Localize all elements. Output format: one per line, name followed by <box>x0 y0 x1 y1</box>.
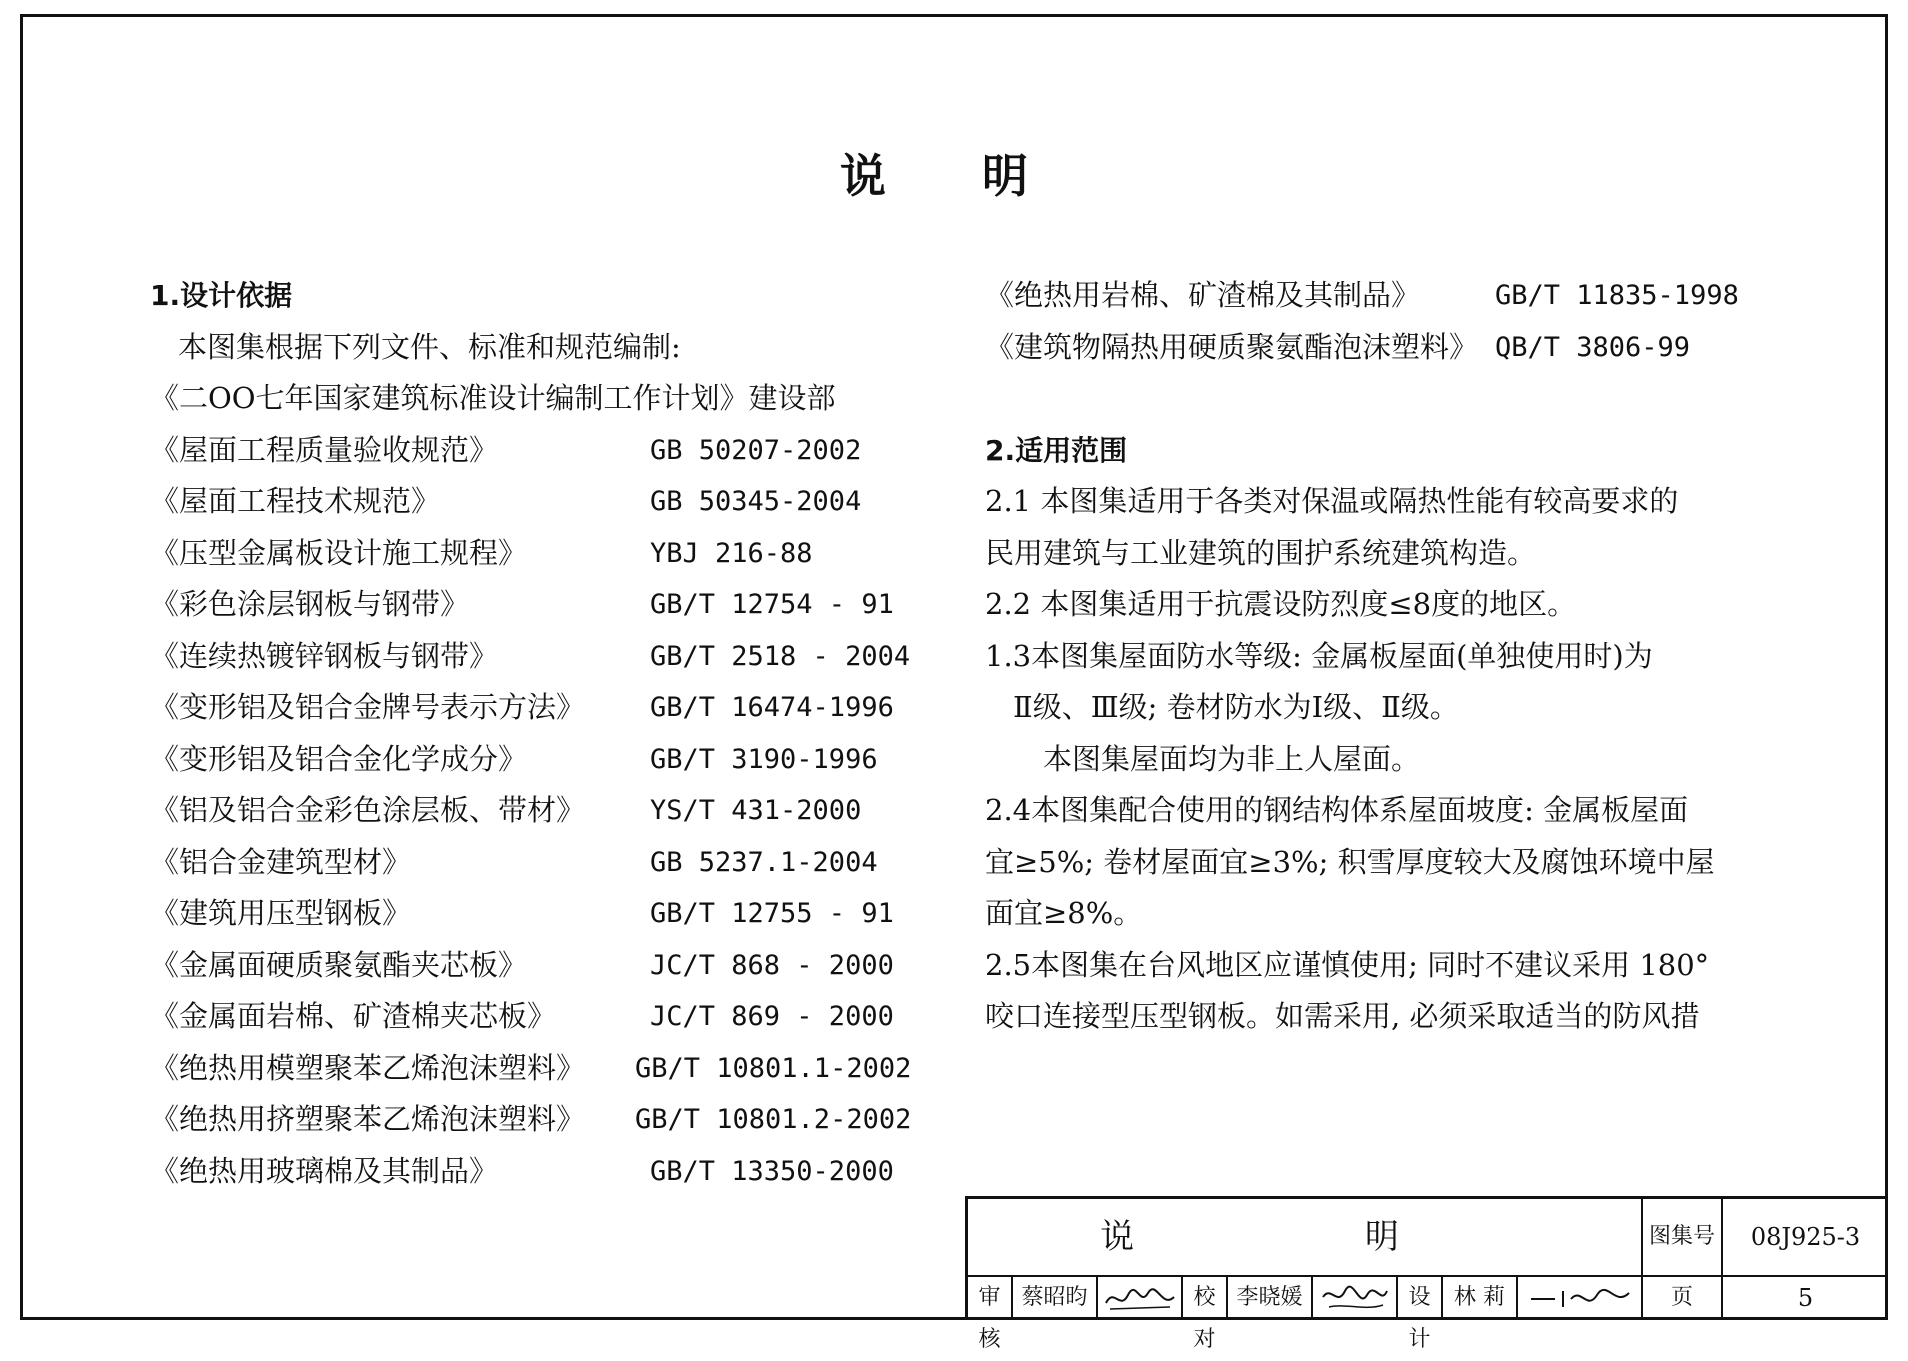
reference-row <box>150 631 910 683</box>
reference-code: GB/T 12754 - 91 <box>650 589 894 620</box>
reference-title: 《屋面工程质量验收规范》 <box>150 432 499 467</box>
design-basis-intro: 本图集根据下列文件、标准和规范编制: <box>178 329 681 364</box>
scope-line: 本图集屋面均为非上人屋面。 <box>1043 741 1421 776</box>
design-label: 设计 <box>1398 1277 1443 1320</box>
reference-title: 《建筑物隔热用硬质聚氨酯泡沫塑料》 <box>985 329 1479 364</box>
section-heading-design-basis: 1.设计依据 <box>150 279 293 312</box>
section-heading-scope: 2.适用范围 <box>985 433 1128 467</box>
reference-code: JC/T 868 - 2000 <box>650 949 894 981</box>
reference-row <box>150 682 910 734</box>
title-block-title: 说 明 <box>968 1199 1643 1277</box>
scope-line: 2.5本图集在台风地区应谨慎使用; 同时不建议采用 180° <box>985 947 1710 982</box>
reference-title: 《绝热用挤塑聚苯乙烯泡沫塑料》 <box>150 1102 586 1136</box>
reference-row <box>150 579 910 631</box>
check-label: 校对 <box>1183 1277 1228 1320</box>
checker-signature <box>1313 1277 1398 1320</box>
reference-title: 《压型金属板设计施工规程》 <box>150 535 528 570</box>
reference-code: QB/T 3806-99 <box>1495 331 1691 363</box>
reference-row <box>150 476 910 528</box>
reference-code: GB 5237.1-2004 <box>650 846 878 878</box>
reference-title: 《建筑用压型钢板》 <box>150 896 412 930</box>
reference-code: GB/T 10801.2-2002 <box>635 1104 912 1135</box>
left-column <box>150 270 910 1197</box>
reference-row <box>985 270 1739 322</box>
reference-code: GB 50207-2002 <box>650 434 862 466</box>
page-title: 说 明 <box>839 149 1068 203</box>
reviewer-signature <box>1098 1277 1183 1320</box>
review-label: 审核 <box>968 1277 1013 1320</box>
reference-title: 《连续热镀锌钢板与钢带》 <box>150 638 499 673</box>
page-label: 页 <box>1643 1277 1723 1320</box>
reference-row <box>150 888 910 940</box>
designer-signature <box>1518 1277 1643 1320</box>
reference-title: 《变形铝及铝合金化学成分》 <box>150 741 528 776</box>
reference-code: GB/T 12755 - 91 <box>650 898 894 929</box>
reference-title: 《金属面硬质聚氨酯夹芯板》 <box>150 947 528 982</box>
reference-title: 《彩色涂层钢板与钢带》 <box>150 587 470 621</box>
reference-row <box>150 1094 910 1146</box>
reference-code: GB/T 2518 - 2004 <box>650 640 911 672</box>
reference-row <box>150 1043 910 1095</box>
reference-row <box>150 837 910 889</box>
scope-line: 2.1 本图集适用于各类对保温或隔热性能有较高要求的 <box>985 484 1679 518</box>
checker-name: 李晓媛 <box>1228 1277 1313 1320</box>
scope-line: 面宜≥8%。 <box>985 896 1143 930</box>
reference-row <box>150 785 910 837</box>
reference-row <box>150 373 910 425</box>
scope-line: 宜≥5%; 卷材屋面宜≥3%; 积雪厚度较大及腐蚀环境中屋 <box>985 844 1715 879</box>
reference-code: YS/T 431-2000 <box>650 795 862 826</box>
reference-title: 《金属面岩棉、矿渣棉夹芯板》 <box>150 999 557 1033</box>
atlas-number-label: 图集号 <box>1643 1199 1723 1277</box>
scope-line: 2.4本图集配合使用的钢结构体系屋面坡度: 金属板屋面 <box>985 793 1689 827</box>
scope-line: Ⅱ级、Ⅲ级; 卷材防水为Ⅰ级、Ⅱ级。 <box>1013 690 1459 724</box>
reference-title: 《铝合金建筑型材》 <box>150 844 412 879</box>
reference-title: 《二OO七年国家建筑标准设计编制工作计划》建设部 <box>150 381 836 415</box>
reference-code: GB/T 11835-1998 <box>1495 280 1739 311</box>
reference-title: 《绝热用岩棉、矿渣棉及其制品》 <box>985 278 1421 312</box>
reference-row <box>150 528 910 580</box>
reference-title: 《变形铝及铝合金牌号表示方法》 <box>150 690 586 724</box>
reference-title: 《屋面工程技术规范》 <box>150 484 441 518</box>
reference-code: GB 50345-2004 <box>650 486 862 517</box>
reference-row <box>150 734 910 786</box>
reference-code: GB/T 10801.1-2002 <box>635 1052 912 1084</box>
right-column <box>985 270 1739 1043</box>
reviewer-name: 蔡昭昀 <box>1013 1277 1098 1320</box>
title-block <box>965 1196 1888 1352</box>
page-number: 5 <box>1797 1284 1814 1312</box>
reference-code: YBJ 216-88 <box>650 537 813 569</box>
signature-mark <box>1100 1277 1180 1317</box>
reference-code: GB/T 3190-1996 <box>650 743 878 775</box>
reference-row <box>985 322 1725 374</box>
scope-line: 咬口连接型压型钢板。如需采用, 必须采取适当的防风措 <box>985 999 1700 1033</box>
reference-row <box>150 1146 910 1198</box>
scope-line: 民用建筑与工业建筑的围护系统建筑构造。 <box>985 535 1537 570</box>
scope-line: 2.2 本图集适用于抗震设防烈度≤8度的地区。 <box>985 587 1577 621</box>
reference-row <box>150 940 910 992</box>
reference-row <box>150 425 910 477</box>
designer-name: 林 莉 <box>1443 1277 1518 1320</box>
reference-row <box>150 991 910 1043</box>
reference-title: 《绝热用玻璃棉及其制品》 <box>150 1153 499 1188</box>
reference-code: GB/T 13350-2000 <box>650 1155 894 1187</box>
signature-mark <box>1315 1277 1395 1317</box>
atlas-number: 08J925-3 <box>1723 1199 1888 1277</box>
reference-code: GB/T 16474-1996 <box>650 692 894 723</box>
reference-title: 《铝及铝合金彩色涂层板、带材》 <box>150 793 586 827</box>
reference-code: JC/T 869 - 2000 <box>650 1001 894 1032</box>
reference-title: 《绝热用模塑聚苯乙烯泡沫塑料》 <box>150 1050 586 1085</box>
signature-mark <box>1525 1277 1635 1317</box>
scope-line: 1.3本图集屋面防水等级: 金属板屋面(单独使用时)为 <box>985 638 1653 673</box>
